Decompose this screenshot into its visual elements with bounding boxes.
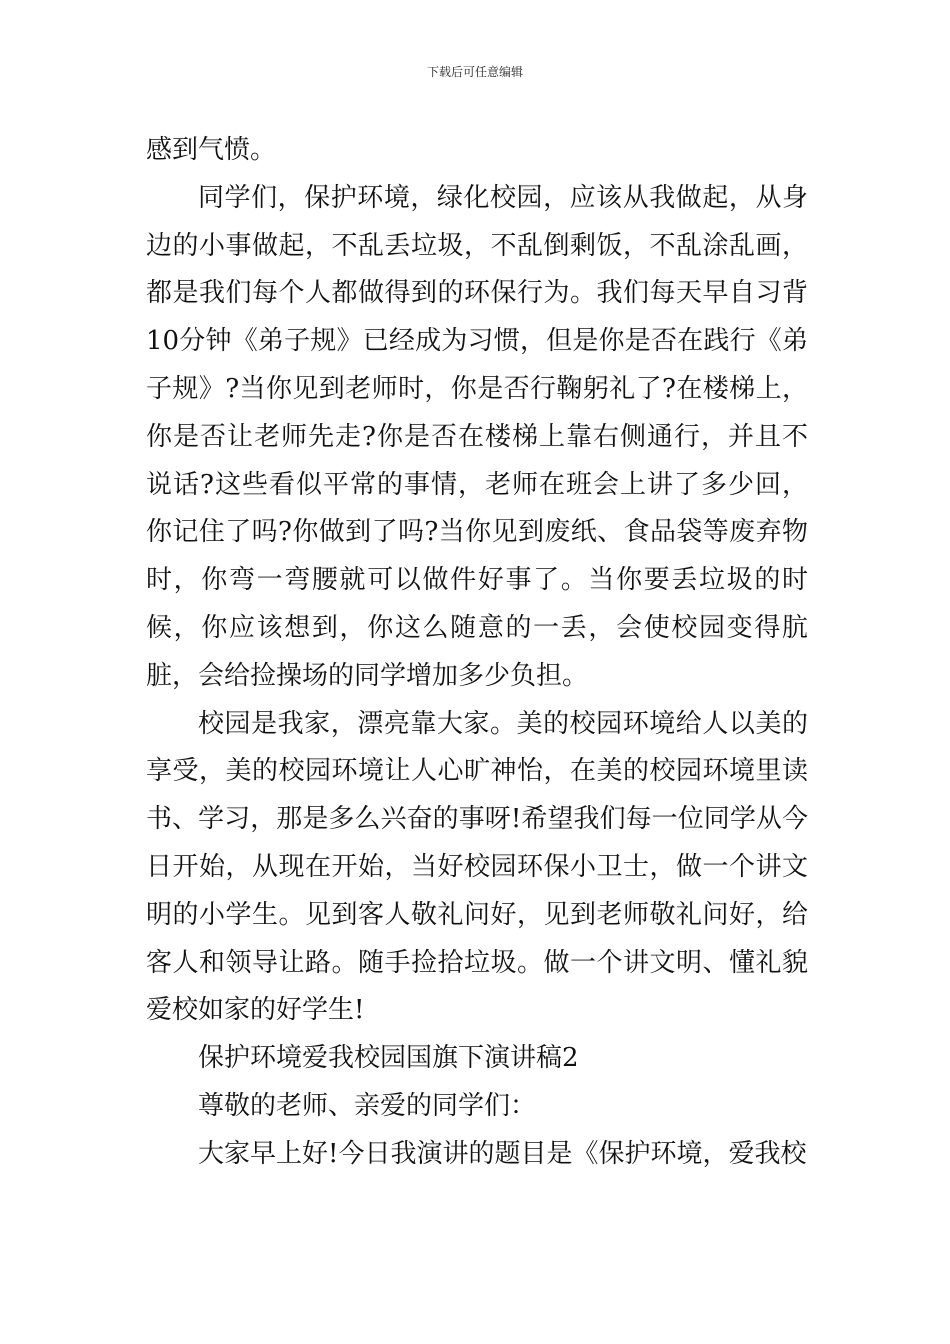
page-header: 下载后可任意编辑: [426, 65, 523, 79]
speech-opening: 大家早上好!今日我演讲的题目是《保护环境，爱我校: [198, 1138, 807, 1169]
paragraph-environment-actions: 同学们，保护环境，绿化校园，应该从我做起，从身边的小事做起，不乱丢垃圾，不乱倒剩饭，不乱涂乱画，都是我们每个人都做得到的环保行为。我们每天早自习背10分钟《弟子规》已经成为习惯，但是你是否在践行《弟子规》?当你见到老师时，你是否行鞠躬礼了?在楼梯上，你是否让老师先走?你是否在楼梯上靠右侧通行，并且不说话?这些看似平常的事情，老师在班会上讲了多少回，你记住了吗?你做到了吗?当你见到废纸、食品袋等废弃物时，你弯一弯腰就可以做件好事了。当你要丢垃圾的时候，你应该想到，你这么随意的一丢，会使校园变得肮脏，会给捡操场的同学增加多少负担。: [146, 182, 808, 691]
speech-salutation: 尊敬的老师、亲爱的同学们：: [198, 1090, 537, 1121]
paragraph-continuation: 感到气愤。: [146, 135, 277, 165]
paragraph-school-is-home: 校园是我家，漂亮靠大家。美的校园环境给人以美的享受，美的校园环境让人心旷神怡，在美的校园环境里读书、学习，那是多么兴奋的事呀!希望我们每一位同学从今日开始，从现在开始，当好校园环保小卫士，做一个讲文明的小学生。见到客人敬礼问好，见到老师敬礼问好，给客人和领导让路。随手捡拾垃圾。做一个讲文明、懂礼貌爱校如家的好学生!: [146, 708, 808, 1026]
document-body: [146, 127, 808, 1179]
speech-title: 保护环境爱我校园国旗下演讲稿2: [198, 1043, 579, 1074]
